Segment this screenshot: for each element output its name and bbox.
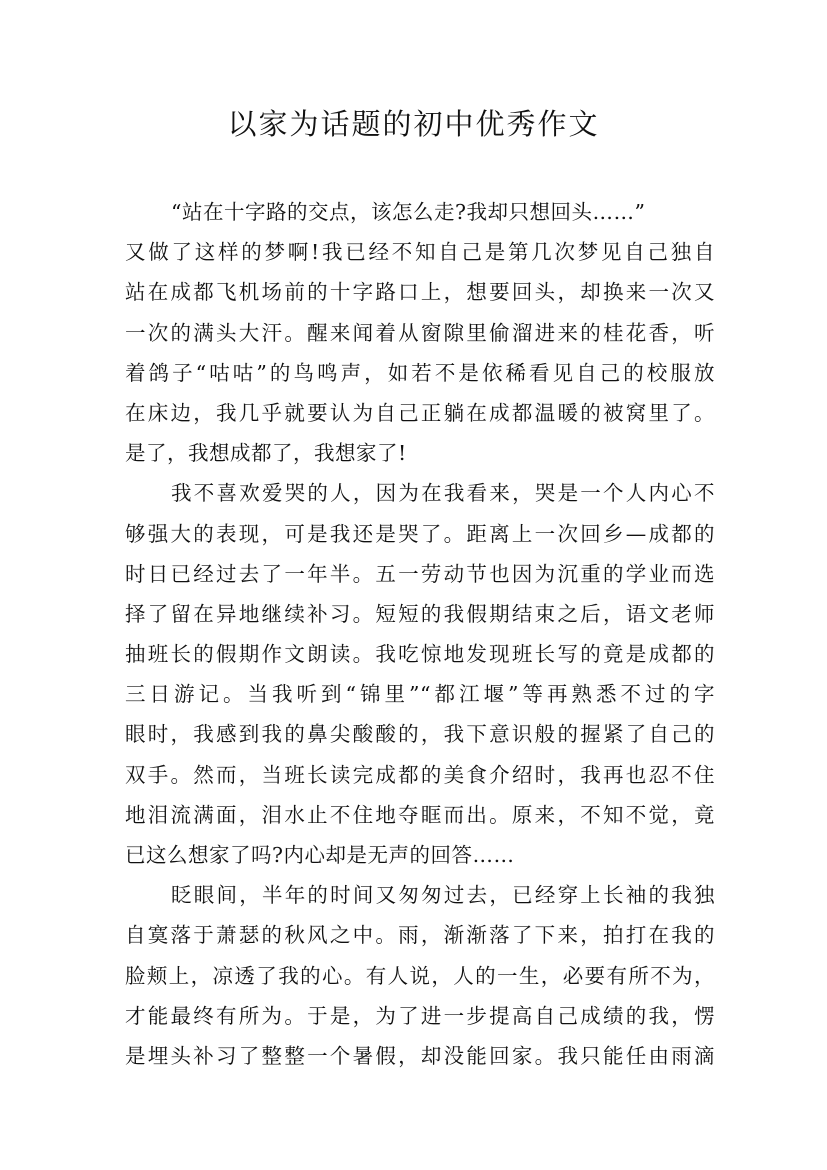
text-line: 眼时，我感到我的鼻尖酸酸的，我下意识般的握紧了自己的 — [125, 722, 715, 747]
text-line: 眨眼间，半年的时间又匆匆过去，已经穿上长袖的我独 — [171, 883, 715, 908]
text-line: 抽班长的假期作文朗读。我吃惊地发现班长写的竟是成都的 — [125, 642, 715, 667]
text-line: 时日已经过去了一年半。五一劳动节也因为沉重的学业而选 — [125, 561, 715, 586]
text-line: 站在成都飞机场前的十字路口上，想要回头，却换来一次又 — [125, 280, 715, 305]
text-line: 在床边，我几乎就要认为自己正躺在成都温暖的被窝里了。 — [125, 400, 715, 425]
text-line: 够强大的表现，可是我还是哭了。距离上一次回乡—成都的 — [125, 521, 715, 546]
text-line: 一次的满头大汗。醒来闻着从窗隙里偷溜进来的桂花香，听 — [125, 320, 715, 345]
text-line: 是了，我想成都了，我想家了! — [125, 441, 407, 466]
text-line: 才能最终有所为。于是，为了进一步提高自己成绩的我，愣 — [125, 1003, 715, 1028]
text-line: 着鸽子“咕咕”的鸟鸣声，如若不是依稀看见自己的校服放 — [125, 360, 715, 385]
text-line: 自寞落于萧瑟的秋风之中。雨，渐渐落了下来，拍打在我的 — [125, 923, 715, 948]
text-line: 又做了这样的梦啊!我已经不知自己是第几次梦见自己独自 — [125, 240, 715, 265]
text-line: 已这么想家了吗?内心却是无声的回答…… — [125, 843, 515, 867]
text-line: 我不喜欢爱哭的人，因为在我看来，哭是一个人内心不 — [171, 481, 715, 506]
essay-body — [125, 192, 715, 1076]
text-line: 是埋头补习了整整一个暑假，却没能回家。我只能任由雨滴 — [125, 1043, 715, 1068]
text-line: 双手。然而，当班长读完成都的美食介绍时，我再也忍不住 — [125, 762, 715, 787]
text-line: 三日游记。当我听到“锦里”“都江堰”等再熟悉不过的字 — [125, 682, 715, 707]
document-title: 以家为话题的初中优秀作文 — [227, 107, 600, 141]
text-line: 地泪流满面，泪水止不住地夺眶而出。原来，不知不觉，竟 — [125, 802, 715, 827]
text-line: 择了留在异地继续补习。短短的我假期结束之后，语文老师 — [125, 601, 715, 626]
text-line: “站在十字路的交点，该怎么走?我却只想回头……” — [171, 200, 646, 224]
text-line: 脸颊上，凉透了我的心。有人说，人的一生，必要有所不为， — [125, 963, 715, 988]
